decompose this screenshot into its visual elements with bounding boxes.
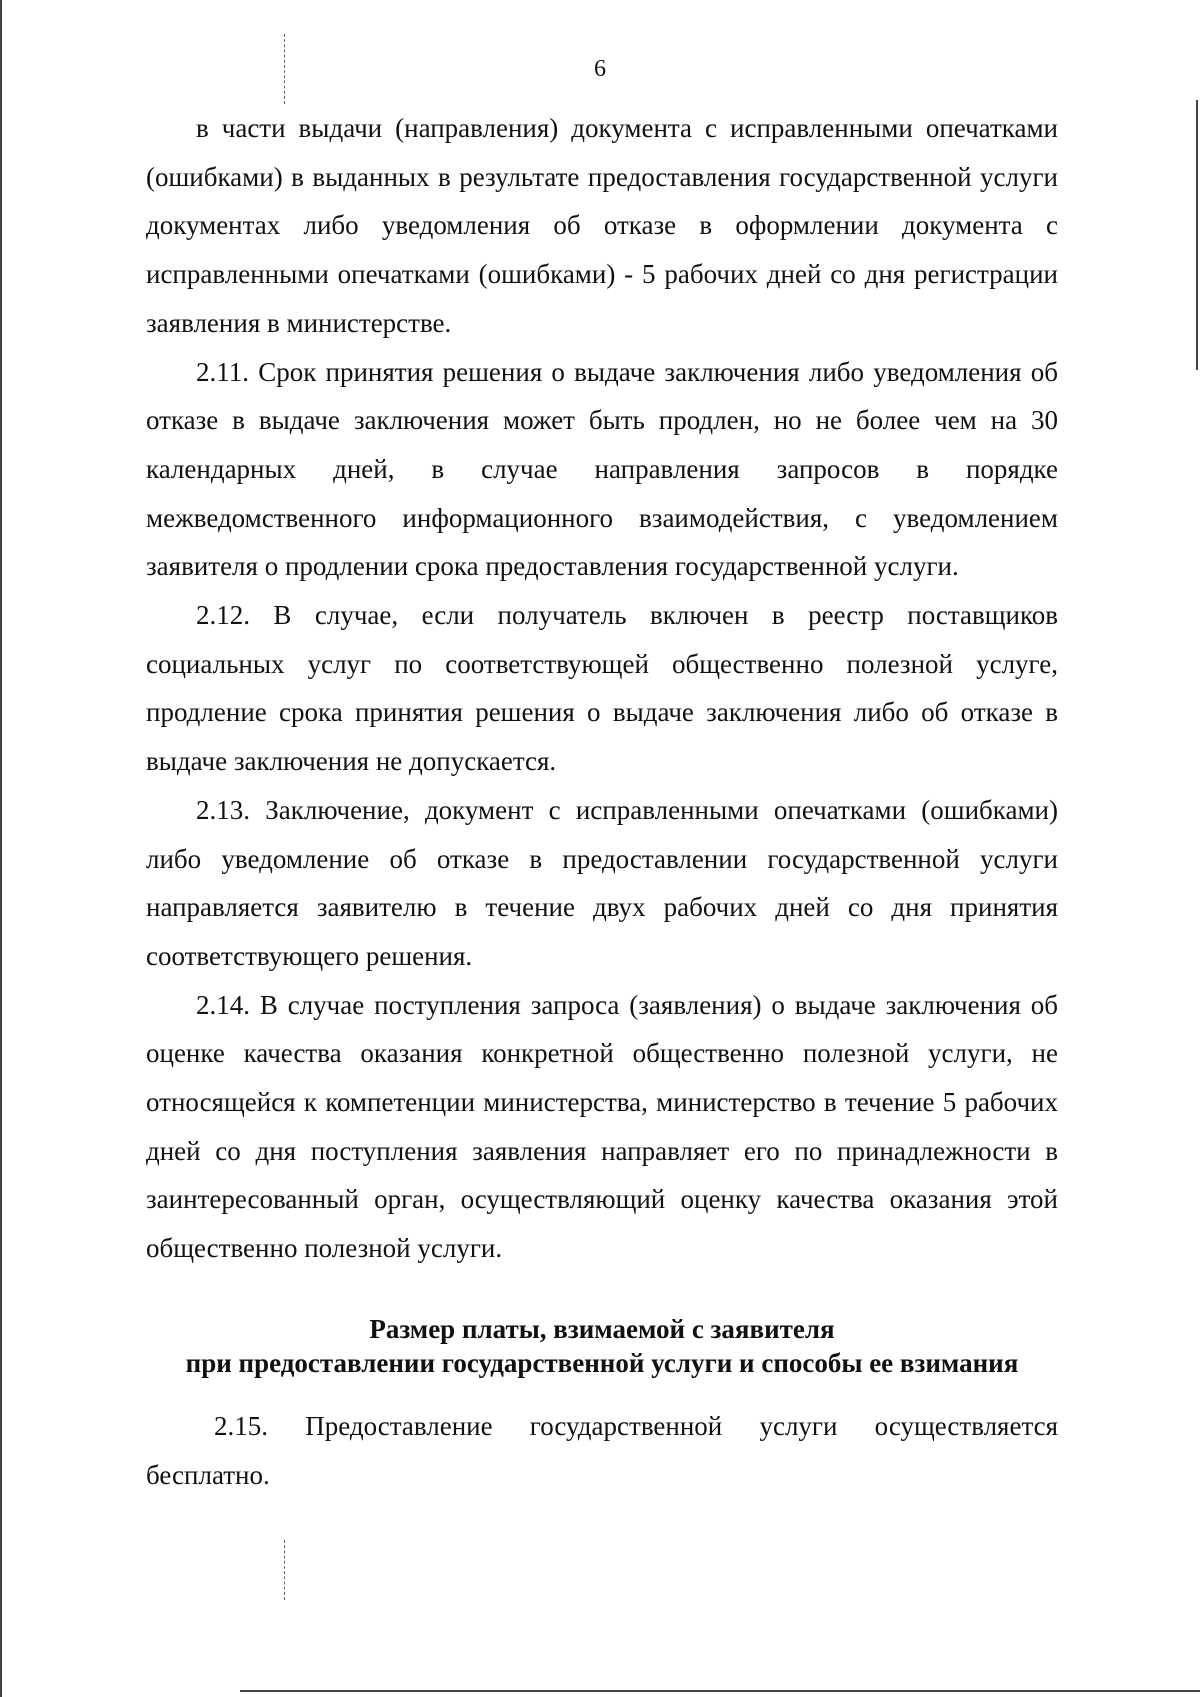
paragraph: 2.15. Предоставление государственной услуги осуществляется бесплатно. — [146, 1411, 1058, 1490]
scan-right-edge — [1196, 100, 1198, 370]
fold-mark-bottom — [284, 1540, 285, 1600]
scan-bottom-edge — [240, 1690, 1200, 1692]
paragraph: в части выдачи (направления) документа с исправленными опечатками (ошибками) в выданных в результате предоставления государственной услуги документах либо уведомления об отказе в оформлении документа с исправленными опечатками (ошибками) - 5 рабочих дней со дня регистрации заявления в министерстве. — [146, 113, 1058, 338]
section-heading — [146, 1312, 1058, 1380]
paragraph: 2.14. В случае поступления запроса (заявления) о выдаче заключения об оценке качества оказания конкретной общественно полезной услуги, не относящейся к компетенции министерства, министерство в течение 5 рабочих дней со дня поступления заявления направляет его по принадлежности в заинтересованный орган, осуществляющий оценку качества оказания этой общественно полезной услуги. — [146, 989, 1058, 1264]
section-heading-line: Размер платы, взимаемой с заявителя — [369, 1314, 835, 1344]
paragraph: 2.12. В случае, если получатель включен в реестр поставщиков социальных услуг по соответствующей общественно полезной услуге, продление срока принятия решения о выдаче заключения либо об отказе в выдаче заключения не допускается. — [146, 600, 1058, 777]
section-heading-line: при предоставлении государственной услуги и способы ее взимания — [185, 1348, 1019, 1378]
paragraph: 2.11. Срок принятия решения о выдаче заключения либо уведомления об отказе в выдаче заключения может быть продлен, но не более чем на 30 календарных дней, в случае направления запросов в порядке межведомственного информационного взаимодействия, с уведомлением заявителя о продлении срока предоставления государственной услуги. — [146, 356, 1058, 582]
page-number: 6 — [594, 56, 606, 82]
scan-left-edge — [0, 0, 2, 1697]
fold-mark-top — [284, 34, 285, 104]
body-text — [146, 104, 1058, 1273]
paragraph: 2.13. Заключение, документ с исправленными опечатками (ошибками) либо уведомление об отказе в предоставлении государственной услуги направляется заявителю в течение двух рабочих дней со дня принятия соответствующего решения. — [146, 794, 1058, 971]
body-text-tail — [146, 1402, 1058, 1499]
